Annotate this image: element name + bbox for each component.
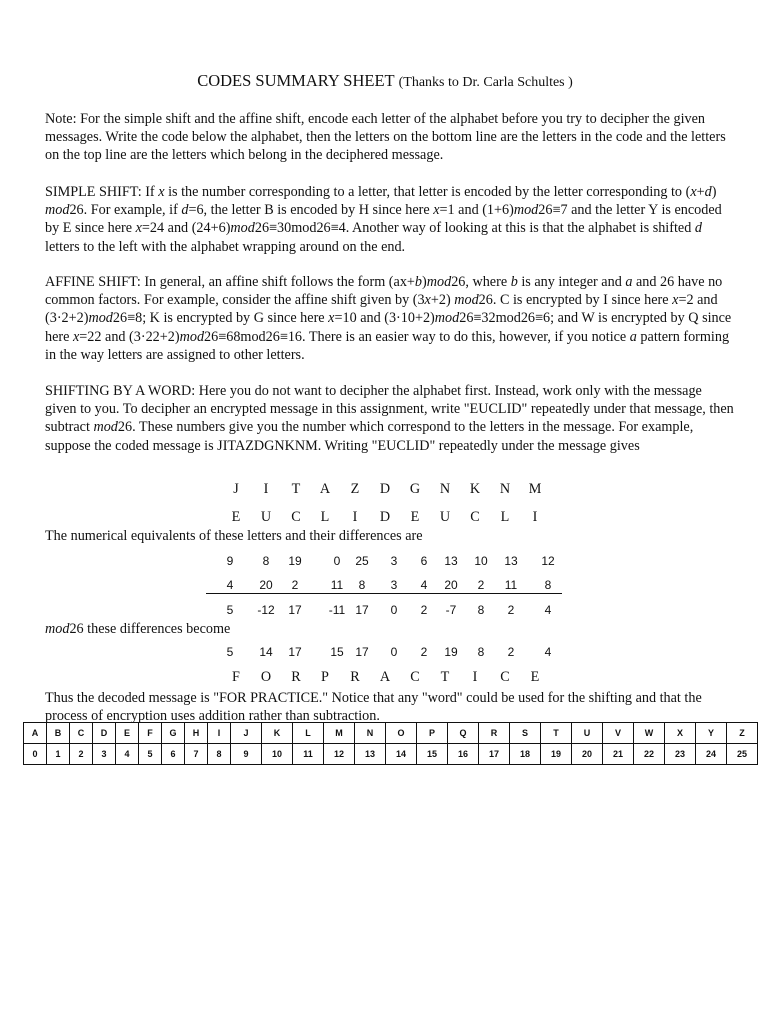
coded-letter: G xyxy=(409,481,421,497)
alphabet-number-cell: 18 xyxy=(510,744,541,765)
alphabet-letter-cell: C xyxy=(70,723,93,744)
decoded-letter: I xyxy=(472,669,478,685)
alphabet-number-cell: 15 xyxy=(417,744,448,765)
key-letter: E xyxy=(410,509,420,525)
decoded-letter: R xyxy=(291,669,301,685)
decoded-letter: A xyxy=(379,669,391,685)
conclusion-paragraph: Thus the decoded message is "FOR PRACTICE." Notice that any "word" could be used for the shifting and that the process of encryption uses addition rather than subtraction. xyxy=(45,690,702,725)
simple-shift-paragraph: SIMPLE SHIFT: If x is the number corresponding to a letter, that letter is encoded by the letter corresponding to (x+d) mod26. For example, if d=6, the letter B is encoded by H since here x=1 and (1+6)mod26≡7 and the letter Y is encoded by E since here x=24 and (24+6)mod26≡30mod26≡4. Another way of looking at this is that the alphabet is shifted d letters to the left with the alphabet wrapping around on the end. xyxy=(45,184,722,255)
key-number: 2 xyxy=(291,578,299,592)
difference-value: 2 xyxy=(507,603,515,617)
alphabet-numbers-row xyxy=(24,744,758,765)
key-letter: D xyxy=(379,509,391,525)
coded-letter: M xyxy=(528,481,542,497)
alphabet-letter-cell: N xyxy=(355,723,386,744)
difference-value: 17 xyxy=(288,603,302,617)
alphabet-number-cell: 14 xyxy=(386,744,417,765)
coded-number: 13 xyxy=(504,554,518,568)
alphabet-letter-cell: K xyxy=(262,723,293,744)
affine-shift-paragraph: AFFINE SHIFT: In general, an affine shift follows the form (ax+b)mod26, where b is any integer and a and 26 have no common factors. For example, consider the affine shift given by (3x+2) mod26. C is encrypted by I since here x=2 and (3·2+2)mod26≡8; K is encrypted by G since here x=10 and (3·10+2)mod26≡32mod26≡6; and W is encrypted by Q since here x=22 and (3·22+2)mod26≡68mod26≡16. There is an easier way to do this, however, if you notice a pattern forming in the way letters are assigned to other letters. xyxy=(45,274,732,363)
alphabet-letter-cell: S xyxy=(510,723,541,744)
decoded-letter: R xyxy=(350,669,360,685)
alphabet-number-cell: 11 xyxy=(293,744,324,765)
mod-value: 4 xyxy=(544,645,552,659)
alphabet-letter-cell: R xyxy=(479,723,510,744)
alphabet-number-cell: 5 xyxy=(139,744,162,765)
alphabet-letter-cell: Y xyxy=(696,723,727,744)
alphabet-number-cell: 23 xyxy=(665,744,696,765)
key-letter: U xyxy=(439,509,451,525)
alphabet-letter-cell: Q xyxy=(448,723,479,744)
coded-number: 6 xyxy=(420,554,428,568)
coded-letter: I xyxy=(263,481,269,497)
title-main: CODES SUMMARY SHEET xyxy=(197,71,395,90)
mod-value: 5 xyxy=(226,645,234,659)
mod-value: 2 xyxy=(420,645,428,659)
coded-number: 8 xyxy=(262,554,270,568)
key-letter: I xyxy=(532,509,538,525)
coded-number: 9 xyxy=(226,554,234,568)
coded-letter: K xyxy=(469,481,481,497)
coded-number: 25 xyxy=(355,554,369,568)
coded-number: 0 xyxy=(333,554,341,568)
alphabet-number-cell: 25 xyxy=(727,744,758,765)
coded-letter: N xyxy=(439,481,451,497)
alphabet-number-cell: 16 xyxy=(448,744,479,765)
alphabet-letter-cell: L xyxy=(293,723,324,744)
decoded-letter: F xyxy=(232,669,240,685)
alphabet-number-cell: 7 xyxy=(185,744,208,765)
alphabet-letter-cell: O xyxy=(386,723,417,744)
coded-number: 10 xyxy=(474,554,488,568)
difference-value: 17 xyxy=(355,603,369,617)
note-paragraph: Note: For the simple shift and the affine shift, encode each letter of the alphabet before you try to decipher the given messages. Write the code below the alphabet, then the letters on the bottom line are the letters in the code and the letters on the top line are the letters which belong in the deciphered message. xyxy=(45,111,726,164)
coded-letter: N xyxy=(499,481,511,497)
mod-value: 15 xyxy=(330,645,344,659)
alphabet-letter-cell: T xyxy=(541,723,572,744)
decoded-letter: P xyxy=(321,669,329,685)
difference-value: -12 xyxy=(257,603,275,617)
title-credit: (Thanks to Dr. Carla Schultes ) xyxy=(398,75,573,90)
alphabet-letter-cell: I xyxy=(208,723,231,744)
alphabet-number-cell: 2 xyxy=(70,744,93,765)
alphabet-number-cell: 24 xyxy=(696,744,727,765)
mod-value: 8 xyxy=(477,645,485,659)
key-number: 20 xyxy=(259,578,273,592)
key-number: 4 xyxy=(226,578,234,592)
coded-number: 12 xyxy=(541,554,555,568)
alphabet-number-cell: 6 xyxy=(162,744,185,765)
alphabet-number-cell: 3 xyxy=(93,744,116,765)
alphabet-number-cell: 10 xyxy=(262,744,293,765)
key-number: 3 xyxy=(390,578,398,592)
key-number: 8 xyxy=(544,578,552,592)
alphabet-letter-cell: A xyxy=(24,723,47,744)
decoded-letter: C xyxy=(410,669,420,685)
difference-value: 5 xyxy=(226,603,234,617)
alphabet-number-cell: 4 xyxy=(116,744,139,765)
alphabet-letter-cell: B xyxy=(47,723,70,744)
difference-value: 4 xyxy=(544,603,552,617)
mod-value: 14 xyxy=(259,645,273,659)
alphabet-letter-cell: U xyxy=(572,723,603,744)
page-title xyxy=(0,71,770,93)
alphabet-letter-cell: M xyxy=(324,723,355,744)
alphabet-number-cell: 22 xyxy=(634,744,665,765)
word-shift-paragraph: SHIFTING BY A WORD: Here you do not want to decipher the alphabet first. Instead, work only with the message given to you. To decipher an encrypted message in this assignment, write "EUCLID" repeatedly under that message, then subtract mod26. These numbers give you the number which correspond to the letters in the message. For example, suppose the coded message is JITAZDGNKNM. Writing "EUCLID" repeatedly under the message gives xyxy=(45,383,734,454)
coded-letter: A xyxy=(319,481,331,497)
coded-number: 13 xyxy=(444,554,458,568)
key-number: 8 xyxy=(358,578,366,592)
alphabet-letter-cell: E xyxy=(116,723,139,744)
alphabet-letter-cell: P xyxy=(417,723,448,744)
key-letter: C xyxy=(470,509,480,525)
coded-letter: T xyxy=(291,481,301,497)
mod-value: 19 xyxy=(444,645,458,659)
alphabet-number-cell: 13 xyxy=(355,744,386,765)
coded-number: 19 xyxy=(288,554,302,568)
key-letter: I xyxy=(352,509,358,525)
decoded-letter: T xyxy=(440,669,450,685)
subtraction-rule xyxy=(206,593,562,594)
alphabet-letter-cell: V xyxy=(603,723,634,744)
alphabet-number-cell: 17 xyxy=(479,744,510,765)
difference-value: -7 xyxy=(445,603,457,617)
alphabet-number-cell: 20 xyxy=(572,744,603,765)
difference-value: 2 xyxy=(420,603,428,617)
key-letter: U xyxy=(260,509,272,525)
alphabet-letter-cell: Z xyxy=(727,723,758,744)
mod-text-rest: 26 these differences become xyxy=(69,621,231,637)
alphabet-letter-cell: F xyxy=(139,723,162,744)
mod-value: 17 xyxy=(288,645,302,659)
alphabet-letter-cell: H xyxy=(185,723,208,744)
key-number: 4 xyxy=(420,578,428,592)
decoded-letter: O xyxy=(260,669,272,685)
coded-letter: Z xyxy=(350,481,360,497)
alphabet-number-cell: 8 xyxy=(208,744,231,765)
key-letter: E xyxy=(231,509,241,525)
key-letter: C xyxy=(291,509,301,525)
difference-value: 8 xyxy=(477,603,485,617)
alphabet-letter-cell: J xyxy=(231,723,262,744)
alphabet-number-cell: 1 xyxy=(47,744,70,765)
mod-value: 17 xyxy=(355,645,369,659)
difference-value: 0 xyxy=(390,603,398,617)
coded-number: 3 xyxy=(390,554,398,568)
mod-text: mod26 these differences become xyxy=(45,621,231,637)
decoded-letter: C xyxy=(500,669,510,685)
alphabet-number-cell: 9 xyxy=(231,744,262,765)
alphabet-letter-cell: W xyxy=(634,723,665,744)
decoded-letter: E xyxy=(530,669,540,685)
alphabet-letter-cell: G xyxy=(162,723,185,744)
key-letter: L xyxy=(320,509,330,525)
key-number: 2 xyxy=(477,578,485,592)
alphabet-number-cell: 19 xyxy=(541,744,572,765)
coded-letter: J xyxy=(233,481,239,497)
mod-value: 0 xyxy=(390,645,398,659)
mod-value: 2 xyxy=(507,645,515,659)
key-number: 20 xyxy=(444,578,458,592)
alphabet-number-cell: 21 xyxy=(603,744,634,765)
alphabet-letter-cell: D xyxy=(93,723,116,744)
numerical-text: The numerical equivalents of these letters and their differences are xyxy=(45,528,423,544)
key-number: 11 xyxy=(504,578,518,592)
key-letter: L xyxy=(500,509,510,525)
coded-letter: D xyxy=(379,481,391,497)
alphabet-table xyxy=(23,722,758,765)
difference-value: -11 xyxy=(328,603,346,617)
alphabet-number-cell: 0 xyxy=(24,744,47,765)
key-number: 11 xyxy=(330,578,344,592)
alphabet-number-cell: 12 xyxy=(324,744,355,765)
alphabet-letter-cell: X xyxy=(665,723,696,744)
alphabet-letters-row xyxy=(24,723,758,744)
